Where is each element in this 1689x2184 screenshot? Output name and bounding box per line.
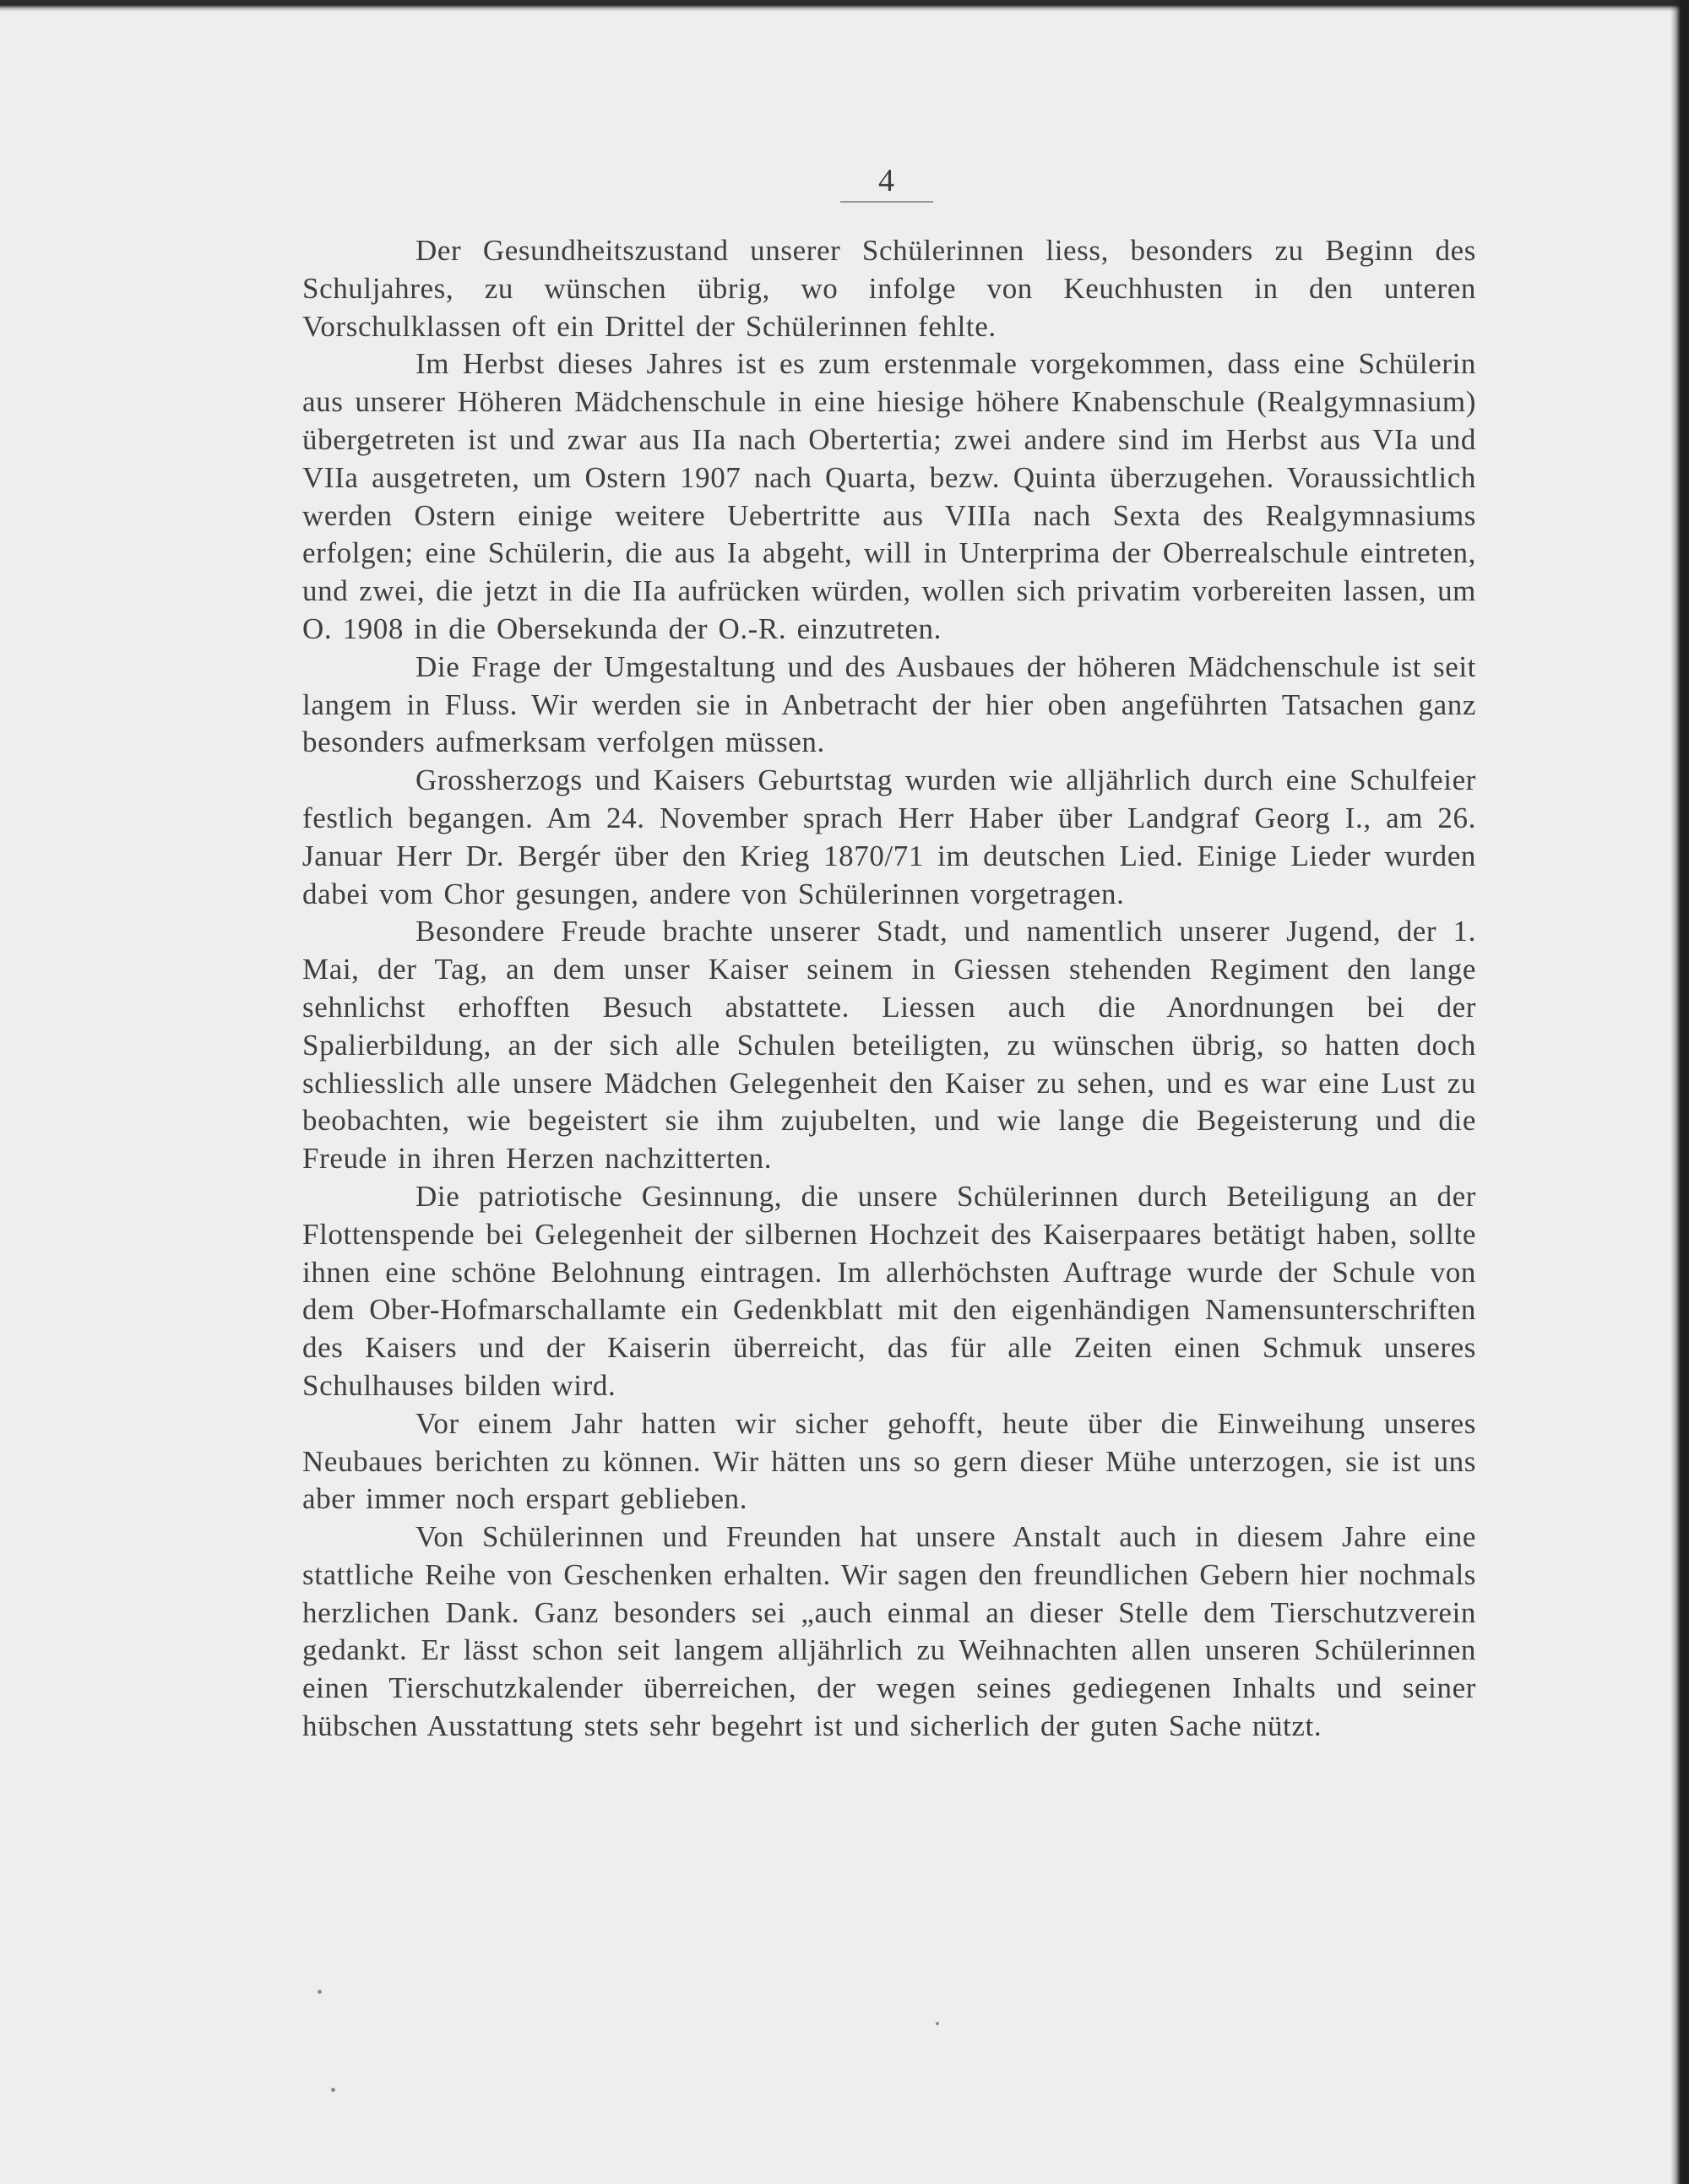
paragraph-kaiser-visit: Besondere Freude brachte unserer Stadt, und namentlich unserer Jugend, der 1. Mai, der Tag, an dem unser Kaiser seinem in Giessen stehenden Regiment den lange sehnlichst erhofften Besuch abstattete. Liessen auch die Anordnungen bei der Spalierbildung, an der sich alle Schulen beteiligten, zu wünschen übrig, so hatten doch schliesslich alle unsere Mädchen Gelegenheit den Kaiser zu sehen, und es war eine Lust zu beobachten, wie begeistert sie ihm zujubelten, und wie lange die Begeisterung und die Freude in ihren Herzen nachzitterten. (302, 915, 1476, 1176)
paragraph-transfers: Im Herbst dieses Jahres ist es zum erstenmale vorgekommen, dass eine Schülerin aus unserer Höheren Mädchenschule in eine hiesige höhere Knabenschule (Realgymnasium) übergetreten ist und zwar aus IIa nach Obertertia; zwei andere sind im Herbst aus VIa und VIIa ausgetreten, um Ostern 1907 nach Quarta, bezw. Quinta überzugehen. Voraussichtlich werden Ostern einige weitere Uebertritte aus VIIIa nach Sexta des Realgymnasiums erfolgen; eine Schülerin, die aus Ia abgeht, will in Unterprima der Oberrealschule eintreten, und zwei, die jetzt in die IIa aufrücken würden, wollen sich privatim vorbereiten lassen, um O. 1908 in die Obersekunda der O.-R. einzutreten. (302, 347, 1476, 645)
paragraph-patriotic: Die patriotische Gesinnung, die unsere Schülerinnen durch Beteiligung an der Flottenspende bei Gelegenheit der silbernen Hochzeit des Kaiserpaares betätigt haben, sollte ihnen eine schöne Belohnung eintragen. Im allerhöchsten Auftrage wurde der Schule von dem Ober-Hofmarschallamte ein Gedenkblatt mit den eigenhändigen Namensunterschriften des Kaisers und der Kaiserin überreicht, das für alle Zeiten einen Schmuk unseres Schulhauses bilden wird. (302, 1179, 1476, 1402)
scan-edge-right (1670, 0, 1689, 2184)
paragraph-birthdays: Grossherzogs und Kaisers Geburtstag wurden wie alljährlich durch eine Schulfeier festlich begangen. Am 24. November sprach Herr Haber über Landgraf Georg I., am 26. Januar Herr Dr. Bergér über den Krieg 1870/71 im deutschen Lied. Einige Lieder wurden dabei vom Chor gesungen, andere von Schülerinnen vorgetragen. (302, 763, 1476, 910)
scan-edge-top (0, 0, 1689, 12)
paragraph-reform: Die Frage der Umgestaltung und des Ausbaues der höheren Mädchenschule ist seit langem in Fluss. Wir werden sie in Anbetracht der hier oben angeführten Tatsachen ganz besonders aufmerksam verfolgen müssen. (302, 649, 1476, 759)
scan-speck (331, 2088, 335, 2092)
scan-speck (936, 2022, 939, 2025)
body-text (302, 232, 1476, 1746)
paragraph-new-building: Vor einem Jahr hatten wir sicher gehofft, heute über die Einweihung unseres Neubaues berichten zu können. Wir hätten uns so gern dieser Mühe unterzogen, sie ist uns aber immer noch erspart geblieben. (302, 1406, 1476, 1516)
paragraph-health: Der Gesundheitszustand unserer Schülerinnen liess, besonders zu Beginn des Schuljahres, zu wünschen übrig, wo infolge von Keuchhusten in den unteren Vorschulklassen oft ein Drittel der Schülerinnen fehlte. (302, 234, 1476, 343)
paragraph-gifts: Von Schülerinnen und Freunden hat unsere Anstalt auch in diesem Jahre eine stattliche Reihe von Geschenken erhalten. Wir sagen den freundlichen Gebern hier nochmals herzlichen Dank. Ganz besonders sei „auch einmal an dieser Stelle dem Tierschutzverein gedankt. Er lässt schon seit langem alljährlich zu Weihnachten allen unseren Schülerinnen einen Tierschutzkalender überreichen, der wegen seines gediegenen Inhalts und seiner hübschen Ausstattung stets sehr begehrt ist und sicherlich der guten Sache nützt. (302, 1520, 1476, 1743)
scan-speck (318, 1990, 322, 1994)
page-number: 4 (0, 162, 1689, 203)
